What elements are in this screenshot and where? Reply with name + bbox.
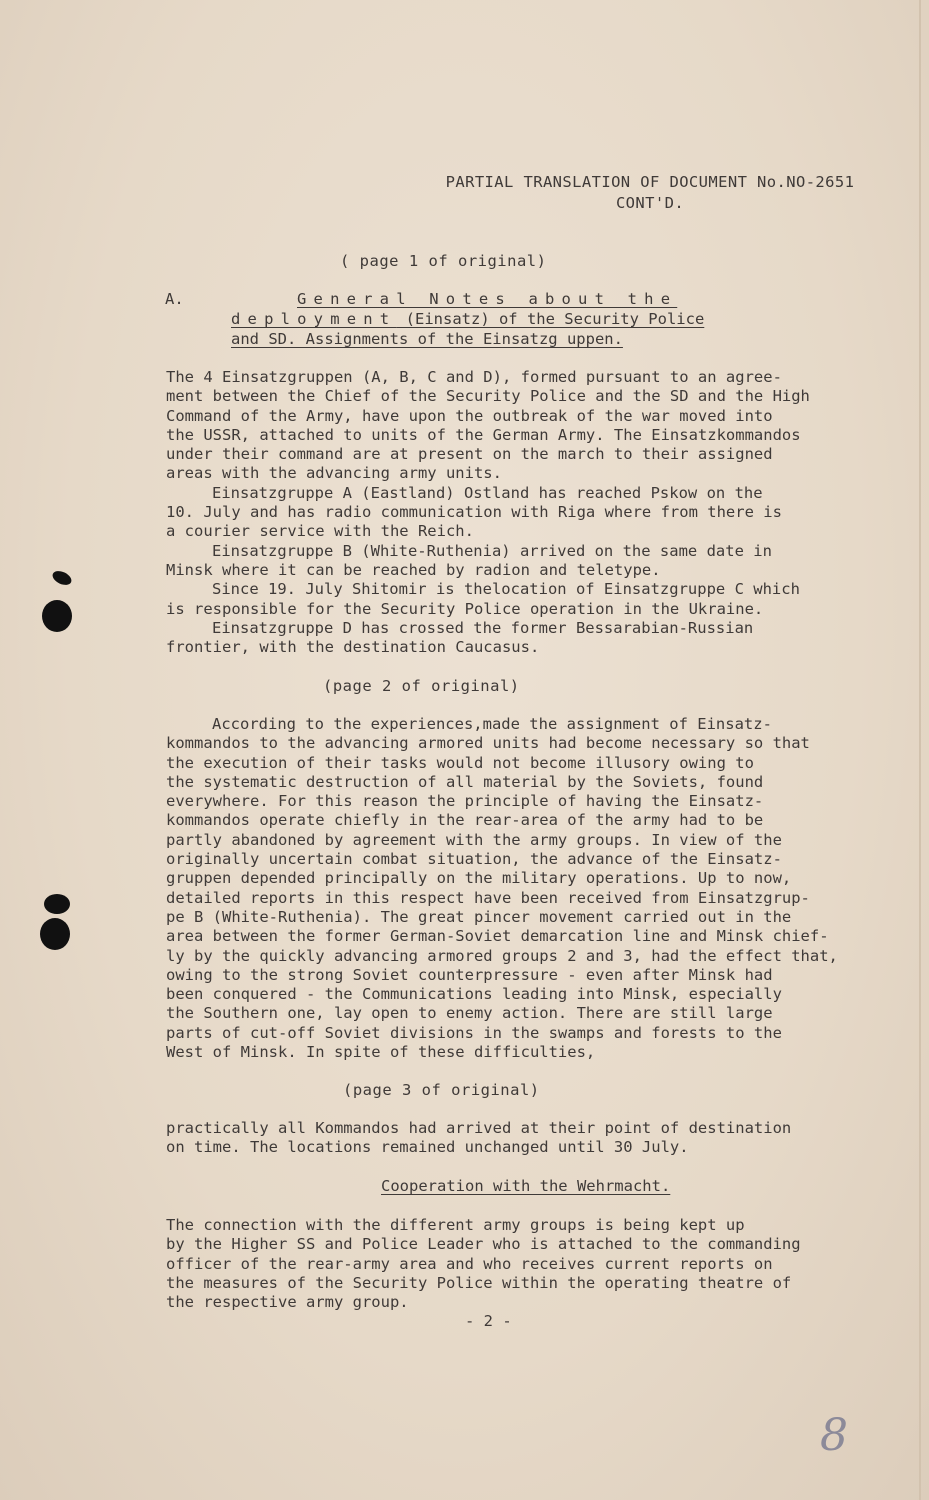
text-line: Einsatzgruppe A (Eastland) Ostland has reached Pskow on the [212, 483, 763, 502]
text-line: Minsk where it can be reached by radion and teletype. [166, 560, 661, 579]
handwritten-mark: 8 [820, 1410, 848, 1461]
section-title-line-1: General Notes about the [297, 290, 678, 308]
text-line: kommandos to the advancing armored units had become necessary so that [166, 734, 810, 753]
title-line-2-rest: (Einsatz) of the Security Police [396, 310, 705, 328]
paragraph-block-2 [166, 715, 846, 1062]
text-line: on time. The locations remained unchanged until 30 July. [166, 1138, 689, 1157]
page-edge [919, 0, 921, 1500]
subheading-cooperation: Cooperation with the Wehrmacht. [381, 1177, 671, 1195]
text-line: kommandos operate chiefly in the rear-area of the army had to be [166, 811, 764, 830]
punch-hole-1-top [50, 568, 73, 587]
text-line: Command of the Army, have upon the outbreak of the war moved into [166, 406, 773, 425]
punch-hole-2 [40, 918, 70, 950]
text-line: the measures of the Security Police within the operating theatre of [166, 1273, 792, 1292]
paragraph-block-1 [166, 368, 846, 657]
page-marker-2: (page 2 of original) [323, 677, 520, 695]
section-title-line-2 [231, 310, 704, 328]
text-line: detailed reports in this respect have been received from Einsatzgrup- [166, 888, 810, 907]
text-line: the respective army group. [166, 1293, 409, 1312]
text-line: been conquered - the Communications leading into Minsk, especially [166, 985, 782, 1004]
text-line: owing to the strong Soviet counterpressure - even after Minsk had [166, 965, 773, 984]
text-line: West of Minsk. In spite of these difficulties, [166, 1043, 596, 1062]
text-line: officer of the rear-army area and who receives current reports on [166, 1254, 773, 1273]
text-line: everywhere. For this reason the principle of having the Einsatz- [166, 792, 764, 811]
paragraph-block-3 [166, 1119, 846, 1158]
text-line: practically all Kommandos had arrived at their point of destination [166, 1119, 792, 1137]
document-header: PARTIAL TRANSLATION OF DOCUMENT No.NO-2651 [445, 173, 855, 191]
paragraph-block-4 [166, 1216, 846, 1312]
text-line: 10. July and has radio communication with Riga where from there is [166, 503, 782, 522]
text-line: under their command are at present on the march to their assigned [166, 445, 773, 464]
text-line: a courier service with the Reich. [166, 522, 474, 541]
text-line: Since 19. July Shitomir is thelocation of Einsatzgruppe C which [212, 580, 800, 599]
text-line: parts of cut-off Soviet divisions in the swamps and forests to the [166, 1023, 782, 1042]
text-line: areas with the advancing army units. [166, 464, 502, 483]
section-letter: A. [165, 290, 184, 308]
text-line: the systematic destruction of all material by the Soviets, found [166, 772, 764, 791]
page-marker-1: ( page 1 of original) [340, 252, 547, 270]
text-line: According to the experiences,made the assignment of Einsatz- [212, 715, 772, 733]
text-line: The 4 Einsatzgruppen (A, B, C and D), formed pursuant to an agree- [166, 368, 782, 386]
punch-hole-1 [42, 600, 72, 632]
text-line: the USSR, attached to units of the German Army. The Einsatzkommandos [166, 425, 801, 444]
section-title-line-3: and SD. Assignments of the Einsatzg uppen. [231, 330, 623, 348]
text-line: partly abandoned by agreement with the army groups. In view of the [166, 830, 782, 849]
text-line: the Southern one, lay open to enemy action. There are still large [166, 1004, 773, 1023]
text-line: Einsatzgruppe D has crossed the former Bessarabian-Russian [212, 618, 754, 637]
text-line: originally uncertain combat situation, the advance of the Einsatz- [166, 850, 782, 869]
text-line: The connection with the different army groups is being kept up [166, 1216, 745, 1234]
page-marker-3: (page 3 of original) [343, 1081, 540, 1099]
text-line: ly by the quickly advancing armored groups 2 and 3, had the effect that, [166, 946, 838, 965]
text-line: ment between the Chief of the Security Police and the SD and the High [166, 387, 810, 406]
text-line: area between the former German-Soviet demarcation line and Minsk chief- [166, 927, 829, 946]
text-line: gruppen depended principally on the military operations. Up to now, [166, 869, 792, 888]
text-line: is responsible for the Security Police operation in the Ukraine. [166, 599, 764, 618]
page-number: - 2 - [465, 1312, 512, 1330]
text-line: pe B (White-Ruthenia). The great pincer movement carried out in the [166, 907, 792, 926]
text-line: frontier, with the destination Caucasus. [166, 638, 540, 657]
text-line: Einsatzgruppe B (White-Ruthenia) arrived on the same date in [212, 541, 772, 560]
title-word-deployment: deployment [231, 310, 397, 328]
punch-hole-2-top [44, 894, 70, 914]
header-contd: CONT'D. [615, 194, 685, 212]
text-line: the execution of their tasks would not become illusory owing to [166, 753, 754, 772]
text-line: by the Higher SS and Police Leader who is attached to the commanding [166, 1235, 801, 1254]
